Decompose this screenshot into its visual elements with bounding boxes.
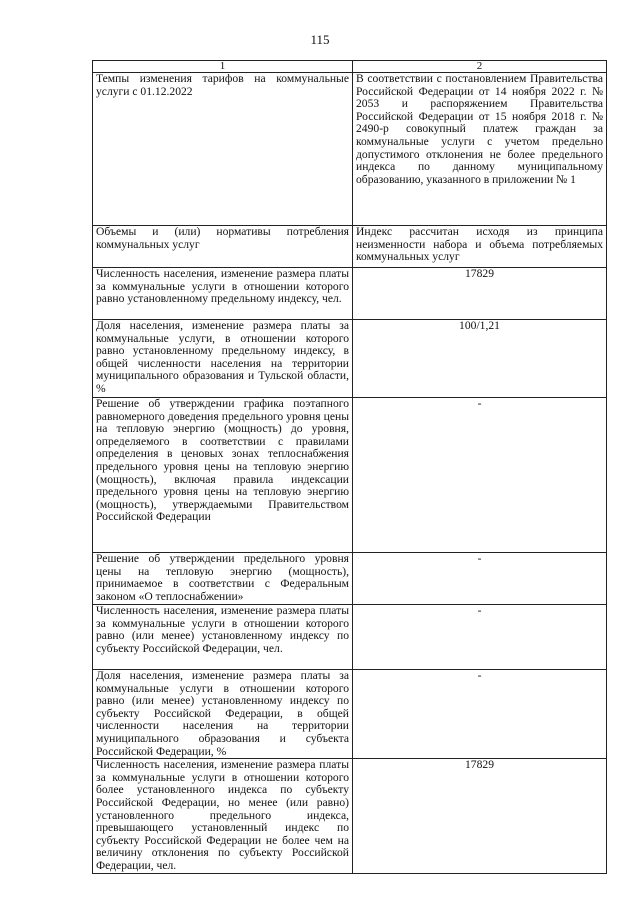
row-value-text: - bbox=[477, 604, 482, 617]
row-label-population-share-equal-limit bbox=[93, 320, 353, 398]
row-label-population-le-region-index bbox=[93, 605, 353, 670]
table-row bbox=[93, 268, 607, 320]
row-label-heat-price-schedule bbox=[93, 398, 353, 553]
row-value-text: Индекс рассчитан исходя из принципа неизменности набора и объема потребляемых коммунальных услуг bbox=[356, 225, 603, 264]
table-row bbox=[93, 226, 607, 268]
row-value-text: 17829 bbox=[465, 267, 494, 280]
row-value-text: - bbox=[477, 552, 482, 565]
page-number: 115 bbox=[310, 32, 330, 47]
row-value-text: - bbox=[477, 397, 482, 410]
row-label-text: Численность населения, изменение размера платы за коммунальные услуги в отношении которого равно установленному предельному индексу, чел. bbox=[96, 267, 349, 306]
row-label-population-share-le-region-index bbox=[93, 670, 353, 759]
table-row bbox=[93, 605, 607, 670]
row-label-text: Численность населения, изменение размера платы за коммунальные услуги в отношении которого более установленного индекса по субъекту Российской Федерации, но менее (или равно) установленного предельного индекса, превышающего установленный индекс по субъекту Российской Федерации не более чем на величину отклонения по субъекту Российской Федерации, чел. bbox=[96, 758, 349, 872]
row-value-heat-price-schedule bbox=[353, 398, 607, 553]
table-row bbox=[93, 553, 607, 605]
table-header-row bbox=[93, 61, 607, 73]
row-label-tariff-change bbox=[93, 73, 353, 226]
row-value-population-share-equal-limit bbox=[353, 320, 607, 398]
row-value-population-above-region-index bbox=[353, 759, 607, 873]
row-value-heat-price-limit bbox=[353, 553, 607, 605]
row-value-tariff-change bbox=[353, 73, 607, 226]
row-label-text: Доля населения, изменение размера платы за коммунальные услуги в отношении которого равно (или менее) установленному индексу по субъекту Российской Федерации, в общей численности населения на территории муниципального образования и субъекта Российской Федерации, % bbox=[96, 669, 349, 758]
row-value-population-share-le-region-index bbox=[353, 670, 607, 759]
tariff-info-table bbox=[92, 60, 607, 874]
table-row bbox=[93, 759, 607, 873]
table-row bbox=[93, 670, 607, 759]
row-value-population-le-region-index bbox=[353, 605, 607, 670]
row-value-population-equal-limit bbox=[353, 268, 607, 320]
row-label-population-above-region-index bbox=[93, 759, 353, 873]
row-label-consumption-volumes bbox=[93, 226, 353, 268]
table-row bbox=[93, 73, 607, 226]
row-value-text: 17829 bbox=[465, 758, 494, 772]
column-header-1: 1 bbox=[93, 61, 353, 73]
row-label-text: Темпы изменения тарифов на коммунальные услуги с 01.12.2022 bbox=[96, 72, 349, 98]
table-row bbox=[93, 398, 607, 553]
column-header-2: 2 bbox=[353, 61, 607, 73]
row-label-text: Решение об утверждении предельного уровня цены на тепловую энергию (мощность), принимаемое в соответствии с Федеральным законом «О теплоснабжении» bbox=[96, 552, 349, 603]
row-label-heat-price-limit bbox=[93, 553, 353, 605]
row-value-consumption-volumes bbox=[353, 226, 607, 268]
table-row bbox=[93, 320, 607, 398]
row-value-text: В соответствии с постановлением Правительства Российской Федерации от 14 ноября 2022 г. № 2053 и распоряжением Правительства Российской Федерации от 15 ноября 2018 г. № 2490-р совокупный платеж граждан за коммунальные услуги с учетом предельно допустимого отклонения не более предельного индекса по данному муниципальному образованию, указанного в приложении № 1 bbox=[356, 72, 603, 186]
row-value-text: 100/1,21 bbox=[459, 319, 500, 332]
row-label-text: Численность населения, изменение размера платы за коммунальные услуги в отношении которого равно (или менее) установленному индексу по субъекту Российской Федерации, чел. bbox=[96, 604, 349, 655]
row-label-text: Доля населения, изменение размера платы за коммунальные услуги, в отношении которого равно установленному предельному индексу, в общей численности населения на территории муниципального образования и Тульской области, % bbox=[96, 319, 349, 395]
row-label-text: Решение об утверждении графика поэтапного равномерного доведения предельного уровня цены на тепловую энергию (мощность) до уровня, определяемого в соответствии с правилами определения в ценовых зонах теплоснабжения предельного уровня цены на тепловую энергию (мощность), включая правила индексации предельного уровня цены на тепловую энергию (мощность), утверждаемыми Правительством Российской Федерации bbox=[96, 397, 349, 524]
row-value-text: - bbox=[477, 669, 482, 682]
row-label-text: Объемы и (или) нормативы потребления коммунальных услуг bbox=[96, 225, 349, 251]
row-label-population-equal-limit bbox=[93, 268, 353, 320]
